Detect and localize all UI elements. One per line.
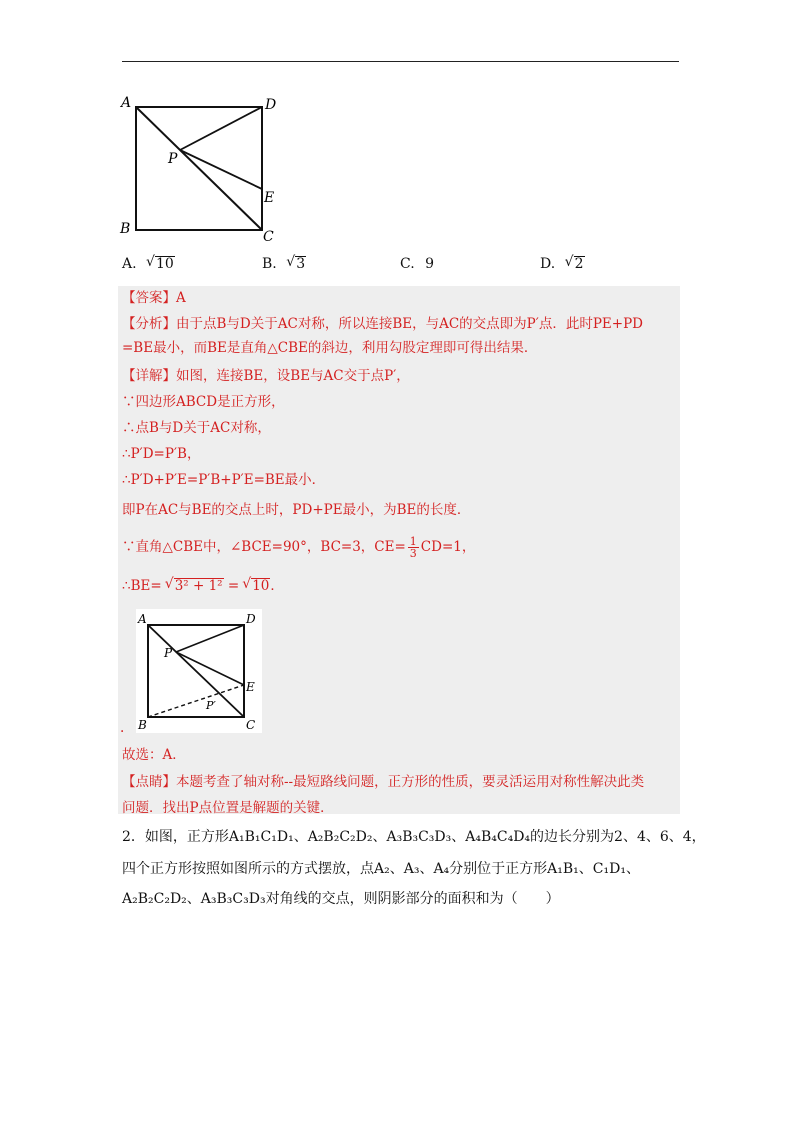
- analysis-line-2: =BE最小，而BE是直角△CBE的斜边，利用勾股定理即可得出结果．: [122, 340, 538, 356]
- solution-panel: [118, 286, 680, 814]
- label-E: E: [246, 680, 255, 694]
- label-P: P: [164, 646, 173, 660]
- label-A: A: [138, 612, 147, 626]
- question-2-line-3: A₂B₂C₂D₂、A₃B₃C₃D₃对角线的交点，则阴影部分的面积和为（ ）: [122, 891, 560, 907]
- detail-line-6: 即P在AC与BE的交点上时，PD+PE最小，为BE的长度．: [122, 502, 471, 518]
- radical-sum: √ 3² + 1²: [174, 578, 224, 593]
- analysis-line-1: 【分析】由于点B与D关于AC对称，所以连接BE，与AC的交点即为P′点．此时PE+PD: [122, 316, 643, 332]
- label-E: E: [264, 190, 275, 206]
- label-P-prime: P′: [206, 699, 216, 712]
- choice-b-radical: √ 3: [295, 256, 306, 271]
- detail-line-1: 【详解】如图，连接BE，设BE与AC交于点P′，: [122, 368, 410, 384]
- choice-d[interactable]: D. √ 2: [540, 256, 585, 272]
- detail-line-7: ∵直角△CBE中，∠BCE=90°，BC=3，CE= $\frac{1}{3}$ CD=1，: [122, 535, 476, 560]
- choice-c[interactable]: C. 9: [400, 256, 435, 272]
- label-D: D: [265, 97, 277, 113]
- square-figure-2: [136, 609, 262, 733]
- fraction-one-third: $\frac{1}{3}$: [409, 535, 417, 560]
- question-2-line-1: 2．如图，正方形A₁B₁C₁D₁、A₂B₂C₂D₂、A₃B₃C₃D₃、A₄B₄C₄D₄的边长分别为2、4、6、4，: [122, 829, 706, 845]
- choice-d-radical: √ 2: [574, 256, 585, 271]
- choice-b[interactable]: B. √ 3: [262, 256, 306, 272]
- label-B: B: [138, 718, 147, 732]
- detail-line-4: ∴P′D=P′B，: [122, 446, 201, 462]
- label-P: P: [168, 151, 178, 167]
- answer-choices: [122, 256, 682, 278]
- figure-dot: .: [120, 720, 125, 736]
- radical-ten: √ 10: [251, 578, 270, 593]
- detail-line-2: ∵四边形ABCD是正方形，: [122, 394, 285, 410]
- label-D: D: [246, 612, 256, 626]
- label-C: C: [263, 229, 274, 245]
- label-C: C: [246, 718, 256, 732]
- choice-a-radical: √ 10: [155, 256, 175, 271]
- choice-a[interactable]: A. √ 10: [122, 256, 175, 272]
- question-2-line-2: 四个正方形按照如图所示的方式摆放，点A₂、A₃、A₄分别位于正方形A₁B₁、C₁D₁、: [122, 861, 640, 877]
- answer-line: 【答案】A: [122, 290, 186, 306]
- label-B: B: [120, 221, 131, 237]
- header-rule: [122, 61, 679, 62]
- label-A: A: [121, 95, 132, 111]
- comment-line-1: 【点睛】本题考查了轴对称--最短路线问题，正方形的性质，要灵活运用对称性解决此类: [122, 774, 645, 790]
- detail-line-5: ∴P′D+P′E=P′B+P′E=BE最小．: [122, 472, 326, 488]
- choose-line: 故选：A．: [122, 747, 186, 763]
- square-figure-1: [118, 95, 278, 245]
- detail-line-3: ∴点B与D关于AC对称，: [122, 420, 271, 436]
- detail-line-8: ∴BE=√ 3² + 1² =√ 10．: [122, 576, 284, 596]
- comment-line-2: 问题．找出P点位置是解题的关键．: [122, 800, 334, 816]
